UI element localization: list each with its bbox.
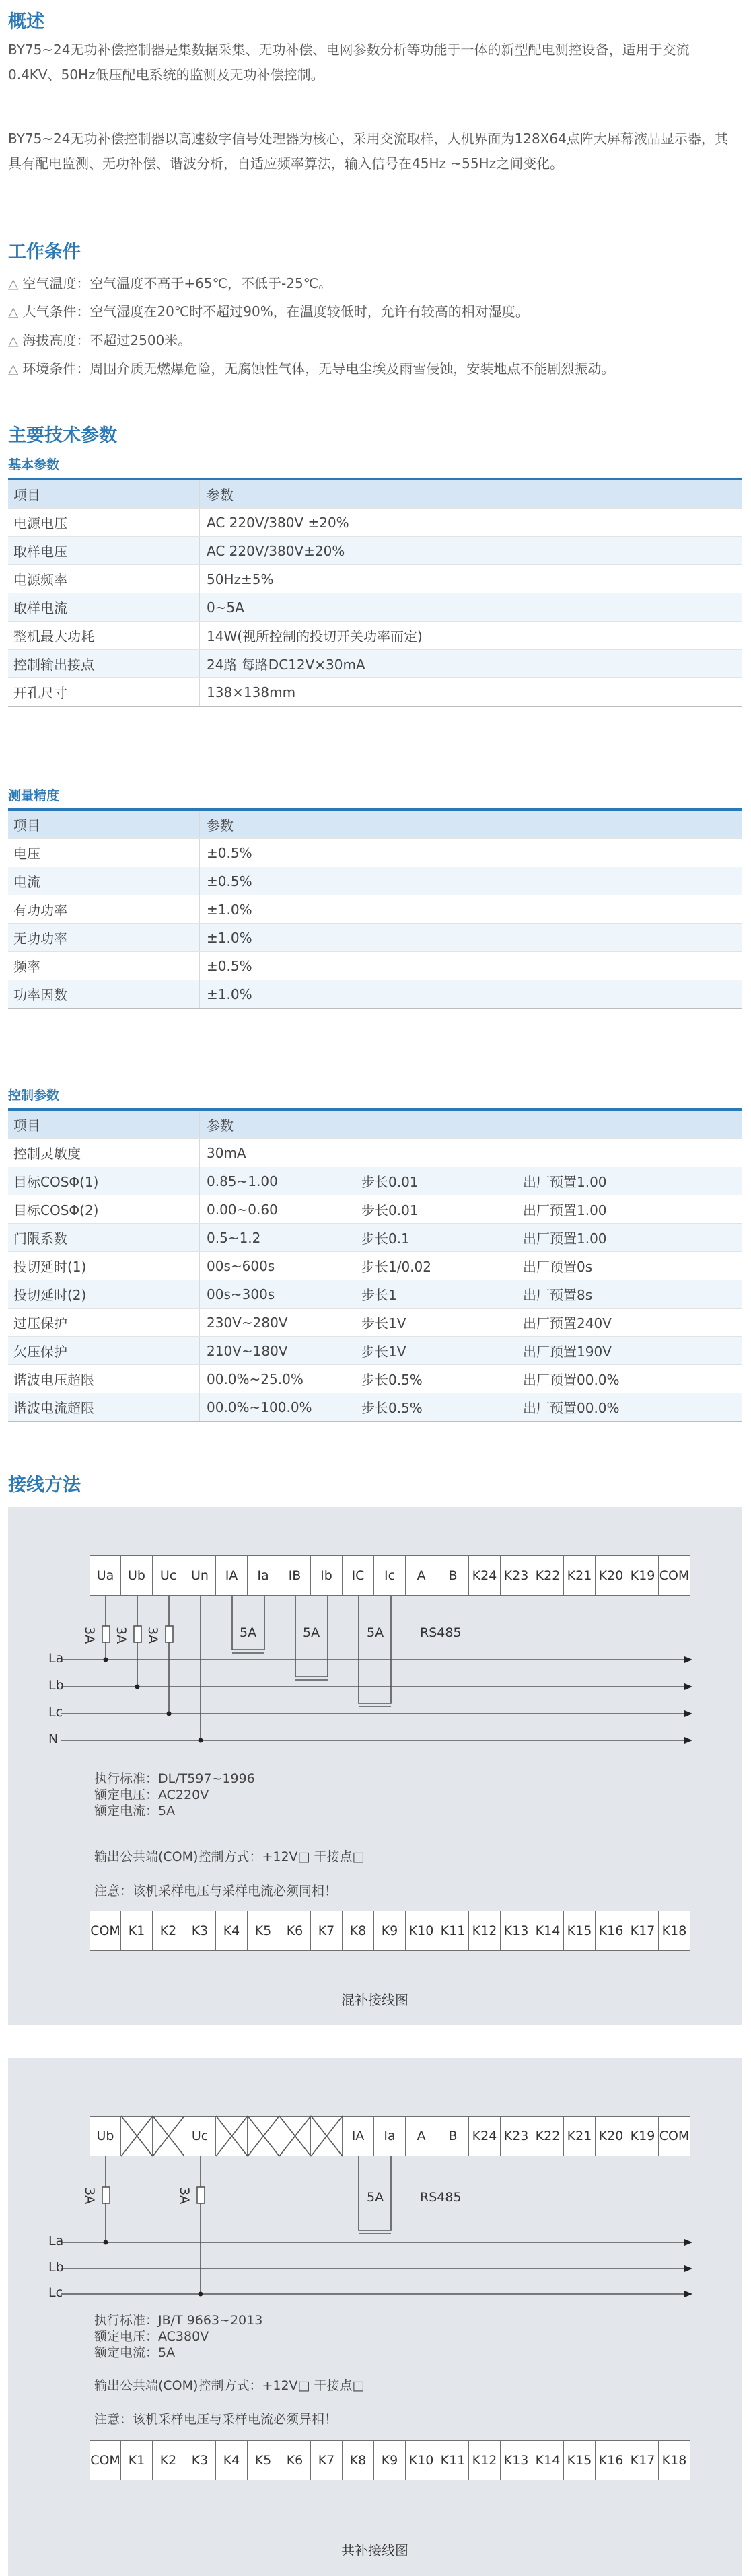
- diagram-caption: 共补接线图: [341, 2542, 408, 2559]
- line-label: N: [48, 1732, 59, 1746]
- accuracy-table: [8, 808, 742, 1009]
- terminal-ub: Ub: [121, 1555, 153, 1596]
- terminal-ia: Ia: [248, 1555, 279, 1596]
- triangle-icon: △: [8, 275, 19, 291]
- terminal-k9: K9: [374, 2440, 406, 2480]
- line-label: Lc: [48, 1705, 63, 1720]
- fuse-label: 3A: [82, 2187, 97, 2205]
- output-mode: 输出公共端(COM)控制方式：+12V□ 干接点□: [94, 1849, 365, 1864]
- terminal-k2: K2: [153, 1911, 184, 1951]
- terminal-uc: Uc: [184, 2116, 216, 2156]
- terminal-com: COM: [90, 1911, 121, 1951]
- table-row: 控制输出接点 24路 每路DC12V×30mA: [8, 650, 742, 678]
- terminal-k3: K3: [184, 2440, 216, 2480]
- terminal-k7: K7: [311, 1911, 343, 1951]
- table-row: 谐波电流超限 00.0%~100.0% 步长0.5% 出厂预置00.0%: [8, 1393, 742, 1422]
- overview-title: 概述: [8, 11, 44, 32]
- terminal-k21: K21: [564, 2116, 596, 2156]
- condition-item: △ 海拔高度：不超过2500米。: [8, 332, 192, 348]
- terminal-k23: K23: [501, 1555, 532, 1596]
- terminal-ia: IA: [216, 1555, 248, 1596]
- terminal-k13: K13: [501, 1911, 532, 1951]
- terminal-k18: K18: [659, 1911, 690, 1951]
- terminal-k18: K18: [659, 2440, 690, 2480]
- terminal-k12: K12: [469, 1911, 501, 1951]
- accuracy-title: 测量精度: [8, 788, 60, 803]
- terminal-k7: K7: [311, 2440, 343, 2480]
- terminal-ua: Ua: [90, 1555, 121, 1596]
- terminal-com: COM: [659, 2116, 690, 2156]
- table-row: 目标COSΦ(1) 0.85~1.00 步长0.01 出厂预置1.00: [8, 1167, 742, 1195]
- line-label: La: [48, 1651, 64, 1666]
- terminal-k8: K8: [343, 2440, 374, 2480]
- spec-notes: 执行标准：DL/T597~1996 额定电压：AC220V 额定电流：5A: [94, 1771, 255, 1818]
- overview-paragraph-1: BY75~24无功补偿控制器是集数据采集、无功补偿、电网参数分析等功能于一体的新型配电测控设备，适用于交流0.4KV、50Hz低压配电系统的监测及无功补偿控制。: [8, 42, 690, 83]
- terminal-k14: K14: [532, 2440, 564, 2480]
- terminal-k19: K19: [627, 1555, 659, 1596]
- terminal-k15: K15: [564, 2440, 596, 2480]
- bottom-terminal-strip: [90, 1911, 690, 1951]
- terminal-k3: K3: [184, 1911, 216, 1951]
- table-row: 整机最大功耗 14W(视所控制的投切开关功率而定): [8, 622, 742, 650]
- specs-title: 主要技术参数: [8, 425, 117, 446]
- table-row: 电压 ±0.5%: [8, 839, 742, 867]
- table-header-row: 项目 参数: [8, 479, 742, 509]
- ct-label: 5A: [367, 1625, 384, 1640]
- wiring-diagram-common: [8, 2058, 742, 2576]
- terminal-k20: K20: [596, 2116, 627, 2156]
- rs485-label: RS485: [420, 2190, 462, 2205]
- control-params-title: 控制参数: [8, 1088, 60, 1103]
- wiring-note: 注意：该机采样电压与采样电流必须异相！: [94, 2412, 338, 2427]
- terminal-ib: IB: [279, 1555, 311, 1596]
- table-row: 功率因数 ±1.0%: [8, 980, 742, 1009]
- terminal-k20: K20: [596, 1555, 627, 1596]
- condition-item: △ 空气温度：空气温度不高于+65℃，不低于-25℃。: [8, 275, 332, 291]
- output-mode: 输出公共端(COM)控制方式：+12V□ 干接点□: [94, 2378, 365, 2393]
- table-row: 电流 ±0.5%: [8, 867, 742, 895]
- table-row: 目标COSΦ(2) 0.00~0.60 步长0.01 出厂预置1.00: [8, 1195, 742, 1224]
- terminal-k15: K15: [564, 1911, 596, 1951]
- terminal-k10: K10: [406, 1911, 437, 1951]
- terminal-k10: K10: [406, 2440, 437, 2480]
- terminal-k23: K23: [501, 2116, 532, 2156]
- ct-label: 5A: [367, 2190, 384, 2205]
- terminal-k1: K1: [121, 2440, 153, 2480]
- table-header-row: 项目 参数: [8, 809, 742, 839]
- conditions-title: 工作条件: [8, 242, 81, 262]
- terminal-k13: K13: [501, 2440, 532, 2480]
- terminal-k5: K5: [248, 1911, 279, 1951]
- table-row: 开孔尺寸 138×138mm: [8, 678, 742, 707]
- terminal-k14: K14: [532, 1911, 564, 1951]
- terminal-com: COM: [90, 2440, 121, 2480]
- terminal-k6: K6: [279, 1911, 311, 1951]
- table-row: 电源频率 50Hz±5%: [8, 565, 742, 593]
- terminal-b: B: [437, 1555, 469, 1596]
- table-row: 频率 ±0.5%: [8, 952, 742, 980]
- triangle-icon: △: [8, 332, 19, 348]
- table-row: 投切延时(1) 00s~600s 步长1/0.02 出厂预置0s: [8, 1252, 742, 1280]
- wiring-note: 注意：该机采样电压与采样电流必须同相！: [94, 1884, 338, 1899]
- terminal-k24: K24: [469, 2116, 501, 2156]
- terminal-k21: K21: [564, 1555, 596, 1596]
- bottom-terminal-strip: [90, 2440, 690, 2480]
- terminal-k6: K6: [279, 2440, 311, 2480]
- terminal-a: A: [406, 1555, 437, 1596]
- terminal-k22: K22: [532, 1555, 564, 1596]
- wiring-diagram-mixed: [8, 1507, 742, 2025]
- terminal-ub: Ub: [90, 2116, 121, 2156]
- terminal-k11: K11: [437, 1911, 469, 1951]
- terminal-ia: IA: [343, 2116, 374, 2156]
- condition-item: △ 大气条件：空气湿度在20℃时不超过90%，在温度较低时，允许有较高的相对湿度。: [8, 303, 529, 320]
- terminal-k19: K19: [627, 2116, 659, 2156]
- table-row: 谐波电压超限 00.0%~25.0% 步长0.5% 出厂预置00.0%: [8, 1365, 742, 1393]
- terminal-k22: K22: [532, 2116, 564, 2156]
- terminal-k9: K9: [374, 1911, 406, 1951]
- diagram-caption: 混补接线图: [341, 1992, 408, 2008]
- terminal-k4: K4: [216, 2440, 248, 2480]
- terminal-k12: K12: [469, 2440, 501, 2480]
- rs485-label: RS485: [420, 1625, 462, 1640]
- line-label: Lc: [48, 2285, 63, 2300]
- terminal-ib: Ib: [311, 1555, 343, 1596]
- fuse-label: 3A: [145, 1627, 160, 1644]
- table-header-row: 项目 参数: [8, 1109, 742, 1139]
- terminal-ia: Ia: [374, 2116, 406, 2156]
- table-row: 无功功率 ±1.0%: [8, 924, 742, 952]
- spec-notes: 执行标准：JB/T 9663~2013 额定电压：AC380V 额定电流：5A: [94, 2313, 263, 2360]
- fuse-label: 3A: [114, 1627, 129, 1644]
- terminal-k8: K8: [343, 1911, 374, 1951]
- wiring-title: 接线方法: [8, 1475, 81, 1496]
- table-row: 取样电压 AC 220V/380V±20%: [8, 537, 742, 565]
- terminal-k11: K11: [437, 2440, 469, 2480]
- terminal-k16: K16: [596, 1911, 627, 1951]
- fuse-label: 3A: [177, 2187, 192, 2205]
- terminal-un: Un: [184, 1555, 216, 1596]
- terminal-k16: K16: [596, 2440, 627, 2480]
- terminal-k17: K17: [627, 2440, 659, 2480]
- terminal-b: B: [437, 2116, 469, 2156]
- terminal-ic: Ic: [374, 1555, 406, 1596]
- terminal-k4: K4: [216, 1911, 248, 1951]
- table-row: 欠压保护 210V~180V 步长1V 出厂预置190V: [8, 1337, 742, 1365]
- fuse-label: 3A: [82, 1627, 97, 1644]
- terminal-k1: K1: [121, 1911, 153, 1951]
- terminal-uc: Uc: [153, 1555, 184, 1596]
- line-label: La: [48, 2234, 64, 2248]
- ct-label: 5A: [240, 1625, 257, 1640]
- triangle-icon: △: [8, 303, 19, 320]
- table-row: 投切延时(2) 00s~300s 步长1 出厂预置8s: [8, 1280, 742, 1309]
- overview-paragraph-2: BY75~24无功补偿控制器以高速数字信号处理器为核心，采用交流取样，人机界面为128X64点阵大屏幕液晶显示器，其具有配电监测、无功补偿、谐波分析，自适应频率算法，输入信号在45Hz ~55Hz之间变化。: [8, 131, 728, 172]
- line-label: Lb: [48, 1678, 64, 1693]
- terminal-a: A: [406, 2116, 437, 2156]
- condition-item: △ 环境条件：周围介质无燃爆危险，无腐蚀性气体，无导电尘埃及雨雪侵蚀，安装地点不能剧烈振动。: [8, 361, 615, 377]
- table-row: 门限系数 0.5~1.2 步长0.1 出厂预置1.00: [8, 1224, 742, 1252]
- line-label: Lb: [48, 2260, 64, 2275]
- terminal-k2: K2: [153, 2440, 184, 2480]
- table-row: 过压保护 230V~280V 步长1V 出厂预置240V: [8, 1309, 742, 1337]
- terminal-k17: K17: [627, 1911, 659, 1951]
- terminal-k5: K5: [248, 2440, 279, 2480]
- terminal-k24: K24: [469, 1555, 501, 1596]
- control-params-table: [8, 1108, 742, 1422]
- ct-label: 5A: [303, 1625, 320, 1640]
- terminal-ic: IC: [343, 1555, 374, 1596]
- table-row: 取样电流 0~5A: [8, 593, 742, 622]
- terminal-com: COM: [659, 1555, 690, 1596]
- table-row: 控制灵敏度 30mA: [8, 1139, 742, 1167]
- basic-params-table: [8, 478, 742, 707]
- triangle-icon: △: [8, 361, 19, 377]
- table-row: 有功功率 ±1.0%: [8, 895, 742, 924]
- basic-params-title: 基本参数: [8, 457, 60, 472]
- table-row: 电源电压 AC 220V/380V ±20%: [8, 509, 742, 537]
